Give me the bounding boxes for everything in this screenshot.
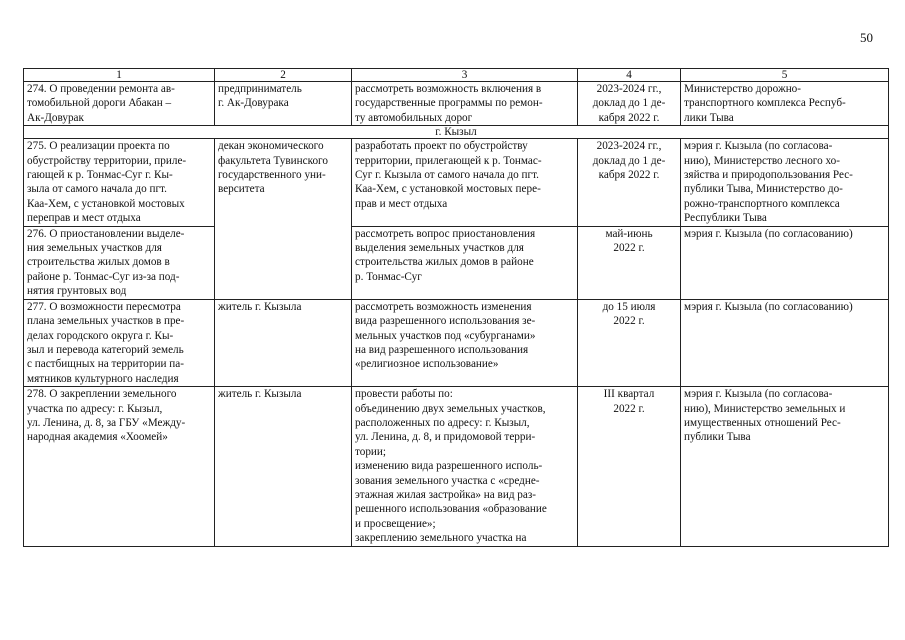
cell-line: житель г. Кызыла — [218, 300, 302, 313]
cell-line: лики Тыва — [684, 111, 734, 124]
table-row — [24, 139, 889, 226]
cell-line: народная академия «Хоомей» — [27, 431, 168, 444]
deadline-cell — [578, 139, 681, 226]
cell-line: факультета Тувинского — [218, 154, 328, 167]
topic-cell — [24, 139, 215, 226]
topic-cell — [24, 226, 215, 299]
cell-line: плана земельных участков в пре- — [27, 315, 185, 328]
cell-line: 2022 г. — [613, 242, 645, 255]
cell-line: Каа-Хем, с установкой мостовых — [27, 197, 185, 210]
cell-line: территории, прилегающей к р. Тонмас- — [355, 154, 542, 167]
cell-line: делах городского округа г. Кы- — [27, 329, 174, 342]
cell-line: тории; — [355, 445, 387, 458]
cell-line: районе р. Тонмас-Суг из-за под- — [27, 270, 180, 283]
cell-line: объединению двух земельных участков, — [355, 402, 546, 415]
responsible-cell — [681, 299, 889, 386]
section-row — [24, 126, 889, 139]
column-header: 1 — [24, 69, 215, 82]
cell-line: 2023-2024 гг., — [596, 140, 662, 153]
topic-cell — [24, 387, 215, 546]
cell-line: публики Тыва, Министерство до- — [684, 183, 843, 196]
action-cell — [352, 226, 578, 299]
column-header: 4 — [578, 69, 681, 82]
initiator-cell — [215, 226, 352, 299]
cell-line: перепрaв и мест отдыха — [27, 212, 141, 225]
cell-line: мятников культурного наследия — [27, 372, 179, 385]
cell-line: мэрия г. Кызыла (по согласованию) — [684, 300, 853, 313]
cell-line: нятия грунтовых вод — [27, 285, 127, 298]
cell-line: томобильной дороги Абакан – — [27, 97, 172, 110]
initiator-cell — [215, 387, 352, 546]
responsible-cell — [681, 226, 889, 299]
cell-line: Республики Тыва — [684, 212, 767, 225]
deadline-cell — [578, 82, 681, 126]
cell-line: 277. О возможности пересмотра — [27, 300, 181, 313]
cell-line: рассмотреть возможность включения в — [355, 83, 542, 95]
cell-line: р. Тонмас-Суг — [355, 270, 422, 283]
column-header: 2 — [215, 69, 352, 82]
cell-line: и просвещение»; — [355, 517, 436, 530]
action-cell — [352, 299, 578, 386]
responsible-cell — [681, 139, 889, 226]
section-title: г. Кызыл — [24, 126, 889, 139]
cell-line: 2022 г. — [613, 402, 645, 415]
cell-line: государственные программы по ремон- — [355, 97, 543, 110]
table-row — [24, 226, 889, 299]
cell-line: зования земельного участка с «средне- — [355, 474, 540, 487]
deadline-cell — [578, 226, 681, 299]
cell-line: Суг г. Кызыла от самого начала до пгт. — [355, 169, 539, 182]
cell-line: «религиозное использование» — [355, 358, 499, 371]
cell-line: 2022 г. — [613, 315, 645, 328]
cell-line: гающей к р. Тонмас-Суг г. Кы- — [27, 169, 173, 182]
table-header-row — [24, 69, 889, 82]
action-cell — [352, 387, 578, 546]
initiator-cell — [215, 82, 352, 126]
cell-line: 2023-2024 гг., — [596, 83, 662, 95]
cell-line: мэрия г. Кызыла (по согласова- — [684, 388, 833, 401]
cell-line: декан экономического — [218, 140, 324, 153]
action-cell — [352, 139, 578, 226]
cell-line: рассмотреть возможность изменения — [355, 300, 532, 313]
cell-line: ния земельных участков для — [27, 242, 162, 255]
cell-line: транспортного комплекса Респуб- — [684, 97, 846, 110]
responsible-cell — [681, 387, 889, 546]
cell-line: с пастбищных на территории па- — [27, 358, 184, 371]
action-cell — [352, 82, 578, 126]
cell-line: вида разрешенного использования зе- — [355, 315, 536, 328]
cell-line: изменению вида разрешенного исполь- — [355, 460, 543, 473]
topic-cell — [24, 82, 215, 126]
cell-line: 275. О реализации проекта по — [27, 140, 170, 153]
cell-line: этажная жилая застройка» на вид раз- — [355, 488, 537, 501]
cell-line: имущественных отношений Рес- — [684, 416, 841, 429]
table-row — [24, 299, 889, 386]
cell-line: строительства жилых домов в — [27, 256, 170, 269]
cell-line: кабря 2022 г. — [598, 111, 660, 124]
cell-line: закреплению земельного участка на — [355, 532, 527, 545]
cell-line: III квартал — [603, 388, 655, 401]
page-number: 50 — [860, 30, 873, 45]
cell-line: расположенных по адресу: г. Кызыл, — [355, 416, 530, 429]
cell-line: житель г. Кызыла — [218, 388, 302, 401]
cell-line: зяйства и природопользования Рес- — [684, 169, 853, 182]
cell-line: разработать проект по обустройству — [355, 140, 528, 153]
cell-line: провести работы по: — [355, 388, 453, 401]
cell-line: май-июнь — [605, 227, 653, 240]
cell-line: кабря 2022 г. — [598, 169, 660, 182]
column-header: 5 — [681, 69, 889, 82]
cell-line: Министерство дорожно- — [684, 83, 802, 95]
initiator-cell — [215, 139, 352, 226]
cell-line: мэрия г. Кызыла (по согласованию) — [684, 227, 853, 240]
cell-line: доклад до 1 де- — [592, 97, 666, 110]
table-row — [24, 387, 889, 546]
cell-line: обустройству территории, приле- — [27, 154, 187, 167]
document-table — [23, 68, 889, 547]
cell-line: верситета — [218, 183, 265, 196]
cell-line: г. Ак-Довурака — [218, 97, 289, 110]
cell-line: решенного использования «образование — [355, 503, 547, 516]
cell-line: мельных участков под «субурганами» — [355, 329, 536, 342]
cell-line: предприниматель — [218, 83, 302, 95]
cell-line: на вид разрешенного использования — [355, 343, 529, 356]
cell-line: до 15 июля — [602, 300, 656, 313]
deadline-cell — [578, 299, 681, 386]
cell-line: мэрия г. Кызыла (по согласова- — [684, 140, 833, 153]
cell-line: прав и мест отдыха — [355, 197, 448, 210]
cell-line: выделения земельных участков для — [355, 242, 524, 255]
cell-line: участка по адресу: г. Кызыл, — [27, 402, 163, 415]
topic-cell — [24, 299, 215, 386]
cell-line: 274. О проведении ремонта ав- — [27, 83, 175, 95]
table-row — [24, 82, 889, 126]
cell-line: 276. О приостановлении выделе- — [27, 227, 185, 240]
cell-line: доклад до 1 де- — [592, 154, 666, 167]
cell-line: публики Тыва — [684, 431, 751, 444]
cell-line: строительства жилых домов в районе — [355, 256, 534, 269]
responsible-cell — [681, 82, 889, 126]
cell-line: Ак-Довурак — [27, 111, 84, 124]
cell-line: ул. Ленина, д. 8, за ГБУ «Между- — [27, 416, 186, 429]
column-header: 3 — [352, 69, 578, 82]
initiator-cell — [215, 299, 352, 386]
cell-line: государственного уни- — [218, 169, 326, 182]
cell-line: зыла от самого начала до пгт. — [27, 183, 167, 196]
cell-line: Каа-Хем, с установкой мостовых пере- — [355, 183, 541, 196]
cell-line: рожно-транспортного комплекса — [684, 197, 840, 210]
cell-line: нию), Министерство земельных и — [684, 402, 846, 415]
cell-line: нию), Министерство лесного хо- — [684, 154, 840, 167]
cell-line: зыл и перевода категорий земель — [27, 343, 184, 356]
cell-line: рассмотреть вопрос приостановления — [355, 227, 536, 240]
deadline-cell — [578, 387, 681, 546]
cell-line: ул. Ленина, д. 8, и придомовой терри- — [355, 431, 536, 444]
cell-line: 278. О закреплении земельного — [27, 388, 177, 401]
cell-line: ту автомобильных дорог — [355, 111, 473, 124]
